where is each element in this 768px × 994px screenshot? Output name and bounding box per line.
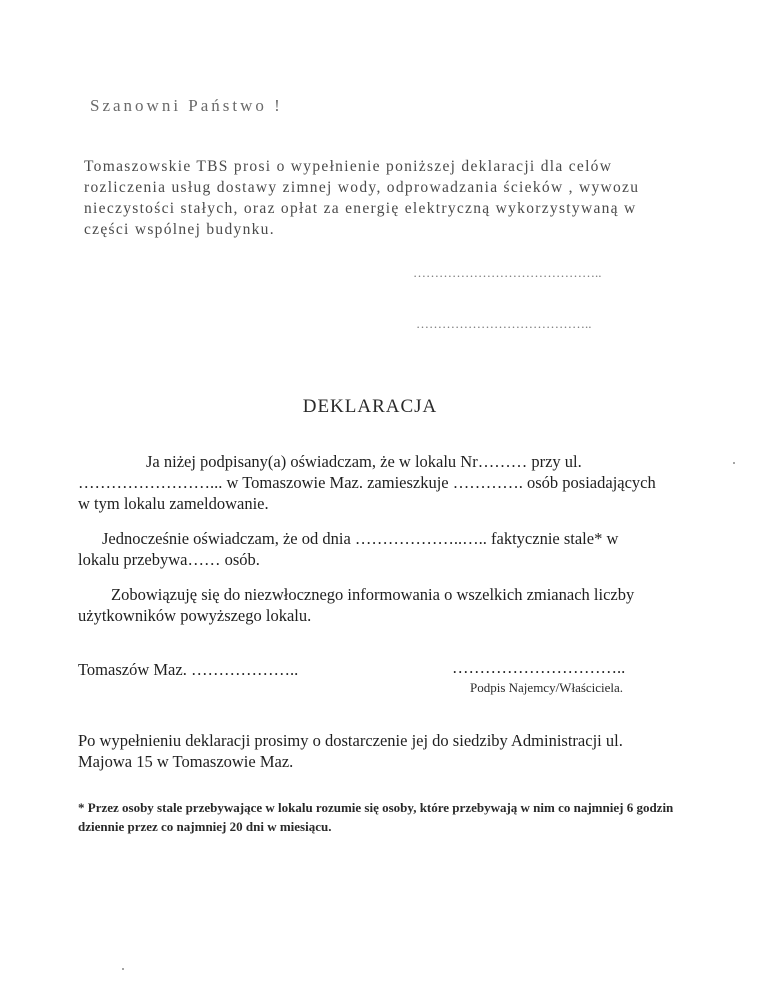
footnote: * Przez osoby stale przebywające w lokalu rozumie się osoby, które przebywają w nim co najmniej 6 godzin dziennie przez co najmniej 20 dni w miesiącu. bbox=[78, 800, 674, 834]
submission-note: Po wypełnieniu deklaracji prosimy o dostarczenie jej do siedziby Administracji ul. Majowa 15 w Tomaszowie Maz. bbox=[78, 731, 623, 771]
blank-line-1: …………………………………….. bbox=[413, 265, 602, 280]
declaration-paragraph-2 bbox=[78, 528, 658, 570]
signature-caption: Podpis Najemcy/Właściciela. bbox=[470, 680, 624, 695]
scan-speck bbox=[733, 462, 735, 464]
greeting: Szanowni Państwo ! bbox=[90, 96, 283, 115]
intro-paragraph: Tomaszowskie TBS prosi o wypełnienie poniższej deklaracji dla celów rozliczenia usług dostawy zimnej wody, odprowadzania ścieków , wywozu nieczystości stałych, oraz opłat za energię elektryczną wykorzystywaną w części wspólnej budynku. bbox=[84, 158, 640, 238]
document-title: DEKLARACJA bbox=[302, 396, 438, 417]
blank-line-2: ………………………………….. bbox=[416, 316, 592, 331]
declaration-paragraph-3 bbox=[78, 584, 658, 626]
paragraph-3-text: Zobowiązuję się do niezwłocznego informowania o wszelkich zmianach liczby użytkowników powyższego lokalu. bbox=[78, 585, 635, 625]
paragraph-1-text: Ja niżej podpisany(a) oświadczam, że w lokalu Nr……… przy ul. ……………………... w Tomaszowie Maz. zamieszkuje …………. osób posiadających w tym lokalu zameldowanie. bbox=[78, 452, 656, 513]
paragraph-2-text: Jednocześnie oświadczam, że od dnia ………………..….. faktycznie stale* w lokalu przebywa…… osób. bbox=[78, 529, 619, 569]
declaration-paragraph-1 bbox=[78, 451, 658, 514]
place-date-field: Tomaszów Maz. ……………….. bbox=[78, 660, 299, 679]
signature-line: ………………………….. bbox=[452, 658, 626, 677]
scan-speck bbox=[122, 968, 124, 970]
